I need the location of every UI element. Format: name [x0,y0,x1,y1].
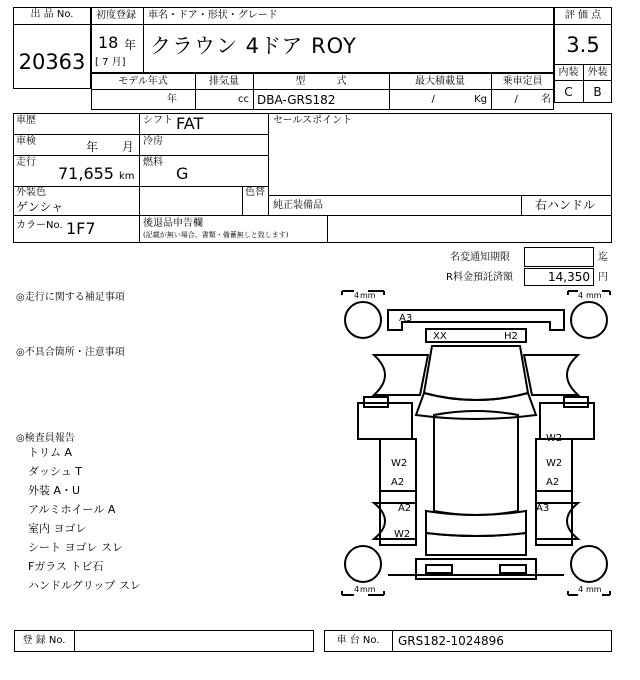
model-year-label: モデル年式 [118,76,168,87]
fuel-value: G [176,164,189,183]
transfer-deadline-unit: 迄 [598,252,608,263]
steering-value: 右ハンドル [535,198,596,212]
color-no-label: カラーNo. [16,220,63,231]
model-year-unit: 年 [167,94,177,105]
mark-right-rear-door: A3 [536,503,550,514]
car-name: クラウン 4ドア ROY [150,34,357,58]
mileage-unit: km [119,171,135,182]
history-label: 車歴 [16,115,36,126]
tire-front-left-depth: 4 [354,291,360,300]
tire-unit-fr: mm [586,291,602,300]
chassis-no-label: 車 台 No. [336,635,380,646]
lot-number: 20363 [18,50,86,74]
model-label: 型 式 [295,76,347,87]
exterior-grade: B [593,85,602,99]
tire-front-right-depth: 4 [578,291,584,300]
mark-grille-right: H2 [504,331,518,342]
tire-unit-rr: mm [586,585,602,594]
shift-value: FAT [176,114,204,133]
score-value: 3.5 [566,33,600,57]
inspection-label: 車検 [16,136,36,147]
color-no-value: 1F7 [66,219,96,238]
inspection-value: 年 月 [86,140,134,154]
car-name-label: 車名・ドア・形状・グレード [148,10,278,21]
displacement-label: 排気量 [209,76,239,87]
tire-rear-right-depth: 4 [578,585,584,594]
mark-right-front-fender: W2 [546,433,563,444]
list-item: 外装 A・U [28,484,81,497]
lot-label: 出 品 No. [30,9,74,20]
first-registration-label: 初度登録 [96,10,136,21]
registration-no-label: 登 録 No. [22,635,66,646]
first-registration-month: [ 7 月] [95,57,126,68]
sales-point-label: セールスポイント [273,115,353,126]
mileage-label: 走行 [16,157,36,168]
genuine-equipment-label: 純正装備品 [273,200,323,211]
fuel-label: 燃料 [143,157,163,168]
exterior-label: 外装 [587,67,608,78]
list-item: ハンドルグリップ スレ [28,579,141,592]
inspector-report-heading: ◎検査員報告 [16,433,75,444]
score-label: 評 価 点 [564,10,602,21]
shift-label: シフト [143,115,173,126]
list-item: Fガラス トビ石 [28,560,104,573]
recycle-label: R料金預託済額 [446,272,513,283]
exterior-color-value: ゲンシャ [16,200,64,214]
cooler-label: 冷房 [143,136,163,147]
car-diagram [340,289,612,599]
transfer-deadline-label: 名変通知期限 [450,252,510,263]
car-diagram-svg [340,289,612,599]
max-load-label: 最大積載量 [415,76,465,87]
list-item: シート ヨゴレ スレ [28,541,123,554]
model-code: DBA-GRS182 [257,93,336,107]
displacement-unit: cc [238,94,249,105]
tire-unit-rl: mm [360,585,376,594]
recycle-unit: 円 [598,272,608,283]
exterior-color-label: 外装色 [16,187,46,198]
inspector-report-list [28,447,228,599]
recycle-value: 14,350 [548,270,590,284]
mark-left-front-door-upper: W2 [391,458,408,469]
mark-front-bumper: A3 [399,313,413,324]
aftermarket-note: (記載が無い場合、書類・備蓄無しと致します) [143,231,289,239]
mark-left-front-door-lower: A2 [391,477,405,488]
mark-right-front-door-lower: A2 [546,477,560,488]
interior-grade: C [564,85,573,99]
mark-right-front-door-upper: W2 [546,458,563,469]
max-load-value: / Kg [431,94,487,105]
capacity-value: / 名 [514,94,551,105]
mark-grille-left: XX [433,331,447,342]
interior-label: 内装 [558,67,579,78]
list-item: 室内 ヨゴレ [28,522,87,535]
first-registration-year: 18 [98,33,119,52]
aftermarket-label: 後退品申告欄 [143,218,203,229]
mileage-value: 71,655 [58,164,114,183]
chassis-no-value: GRS182-1024896 [398,634,504,648]
year-unit: 年 [124,38,137,52]
list-item: アルミホイール A [28,503,116,516]
tire-rear-left-depth: 4 [354,585,360,594]
repaint-label: 色替 [245,187,265,198]
capacity-label: 乗車定員 [502,76,543,87]
defects-heading: ◎不具合箇所・注意事項 [16,347,125,358]
mark-left-rear-door-lower: W2 [394,529,411,540]
tire-unit-fl: mm [360,291,376,300]
list-item: ダッシュ T [28,465,82,478]
list-item: トリム A [28,446,73,459]
driving-notes-heading: ◎走行に関する補足事項 [16,292,125,303]
mark-left-rear-door-upper: A2 [398,503,412,514]
transfer-deadline-box [524,247,594,267]
